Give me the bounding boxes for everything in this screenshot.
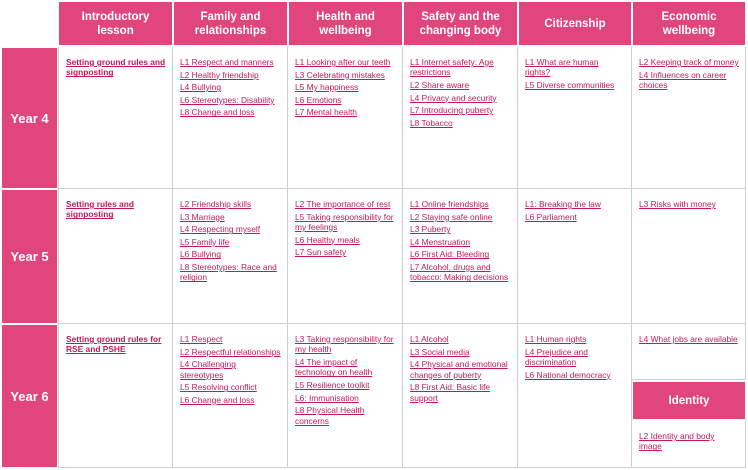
lesson-link[interactable]: L1 Internet safety: Age restrictions — [410, 57, 494, 78]
lesson-link[interactable]: L4 Bullying — [180, 82, 221, 93]
table-cell — [518, 324, 632, 468]
lesson-link[interactable]: L8 Physical Health concerns — [295, 405, 365, 426]
table-cell — [403, 189, 518, 324]
lesson-link[interactable]: Setting ground rules and signposting — [66, 57, 166, 78]
lesson-link[interactable]: L6 Change and loss — [180, 394, 255, 405]
lesson-link[interactable]: L5 My happiness — [295, 82, 359, 93]
column-header: Health and wellbeing — [289, 2, 402, 45]
lesson-link[interactable]: L2 Respectful relationships — [180, 346, 281, 357]
column-header: Introductory lesson — [59, 2, 172, 45]
lesson-link[interactable]: L7 Introducing puberty — [410, 105, 494, 116]
lesson-link[interactable]: L5 Taking responsibility for my feelings — [295, 211, 394, 232]
lesson-link[interactable]: L1 Respect — [180, 334, 223, 344]
table-cell — [632, 189, 746, 324]
lesson-link[interactable]: L2 Share aware — [410, 80, 470, 90]
lesson-link[interactable]: L1 Looking after our teeth — [295, 57, 391, 67]
lesson-link[interactable]: L2 Keeping track of money — [639, 57, 739, 67]
lesson-link[interactable]: L2 Healthy friendship — [180, 69, 259, 80]
lesson-link[interactable]: L5 Family life — [180, 236, 230, 247]
table-cell — [632, 324, 746, 380]
lesson-link[interactable]: L3 Marriage — [180, 211, 225, 222]
table-cell — [403, 324, 518, 468]
lesson-link[interactable]: L8 Stereotypes: Race and religion — [180, 261, 277, 283]
table-cell — [288, 324, 403, 468]
lesson-link[interactable]: L4 Influences on career choices — [639, 69, 727, 90]
table-cell — [58, 47, 173, 189]
lesson-link[interactable]: L5 Resolving conflict — [180, 382, 257, 393]
table-cell — [632, 47, 746, 189]
table-cell — [58, 324, 173, 468]
lesson-link[interactable]: L1: Breaking the law — [525, 199, 601, 209]
lesson-link[interactable]: L6 Bullying — [180, 249, 221, 260]
lesson-link[interactable]: L5 Resilience toolkit — [295, 380, 370, 390]
lesson-link[interactable]: L6 Emotions — [295, 94, 342, 105]
lesson-link[interactable]: L6 National democracy — [525, 369, 611, 380]
identity-header: Identity — [633, 382, 745, 419]
lesson-link[interactable]: L6 First Aid: Bleeding — [410, 249, 490, 260]
lesson-link[interactable]: L4 Challenging stereotypes — [180, 359, 236, 380]
table-cell — [58, 189, 173, 324]
table-cell — [173, 324, 288, 468]
lesson-link[interactable]: Setting rules and signposting — [66, 199, 134, 220]
lesson-link[interactable]: L8 Change and loss — [180, 107, 255, 118]
lesson-link[interactable]: L7 Sun safety — [295, 247, 347, 258]
lesson-link[interactable]: L6: Immunisation — [295, 392, 359, 403]
table-cell — [288, 47, 403, 189]
lesson-link[interactable]: L4 Prejudice and discrimination — [525, 346, 588, 367]
lesson-link[interactable]: L8 Tobacco — [410, 117, 453, 128]
lesson-link[interactable]: L1 Alcohol — [410, 334, 449, 344]
table-cell — [403, 47, 518, 189]
lesson-link[interactable]: L1 What are human rights? — [525, 57, 599, 78]
table-cell — [173, 47, 288, 189]
table-cell — [288, 189, 403, 324]
lesson-link[interactable]: L2 Friendship skills — [180, 199, 252, 209]
lesson-link[interactable]: L4 Respecting myself — [180, 224, 261, 235]
column-header: Citizenship — [519, 2, 631, 45]
lesson-link[interactable]: L3 Taking responsibility for my health — [295, 334, 394, 355]
column-header: Safety and the changing body — [404, 2, 517, 45]
lesson-link[interactable]: L1 Respect and manners — [180, 57, 274, 67]
lesson-link[interactable]: L1 Online friendships — [410, 199, 489, 209]
table-cell — [518, 47, 632, 189]
lesson-link[interactable]: L2 The importance of rest — [295, 199, 391, 209]
lesson-link[interactable]: L8 First Aid: Basic life support — [410, 382, 491, 403]
lesson-link[interactable]: L2 Staying safe online — [410, 211, 493, 222]
column-header: Economic wellbeing — [633, 2, 745, 45]
row-header-year: Year 6 — [2, 325, 57, 467]
lesson-link[interactable]: Setting ground rules for RSE and PSHE — [66, 334, 162, 355]
lesson-link[interactable]: L3 Puberty — [410, 224, 451, 235]
lesson-link[interactable]: L4 Menstruation — [410, 236, 471, 247]
column-header: Family and relationships — [174, 2, 287, 45]
lesson-link[interactable]: L3 Celebrating mistakes — [295, 69, 385, 80]
lesson-link[interactable]: L6 Parliament — [525, 211, 577, 222]
lesson-link[interactable]: L2 Identity and body image — [639, 431, 715, 452]
row-header-year: Year 5 — [2, 190, 57, 323]
lesson-link[interactable]: L3 Risks with money — [639, 199, 716, 209]
lesson-link[interactable]: L6 Stereotypes: Disability — [180, 94, 275, 105]
lesson-link[interactable]: L4 Privacy and security — [410, 92, 497, 103]
lesson-link[interactable]: L4 The impact of technology on health — [295, 357, 373, 378]
table-cell — [518, 189, 632, 324]
curriculum-table — [2, 2, 746, 468]
table-cell — [173, 189, 288, 324]
lesson-link[interactable]: L3 Social media — [410, 346, 470, 357]
identity-cell — [632, 419, 746, 468]
lesson-link[interactable]: L5 Diverse communities — [525, 80, 615, 90]
lesson-link[interactable]: L1 Human rights — [525, 334, 587, 344]
row-header-year: Year 4 — [2, 48, 57, 188]
lesson-link[interactable]: L7 Mental health — [295, 107, 357, 118]
lesson-link[interactable]: L4 What jobs are available — [639, 334, 738, 344]
lesson-link[interactable]: L7 Alcohol, drugs and tobacco: Making decisions — [410, 261, 509, 283]
lesson-link[interactable]: L4 Physical and emotional changes of puberty — [410, 359, 508, 380]
lesson-link[interactable]: L6 Healthy meals — [295, 234, 360, 245]
